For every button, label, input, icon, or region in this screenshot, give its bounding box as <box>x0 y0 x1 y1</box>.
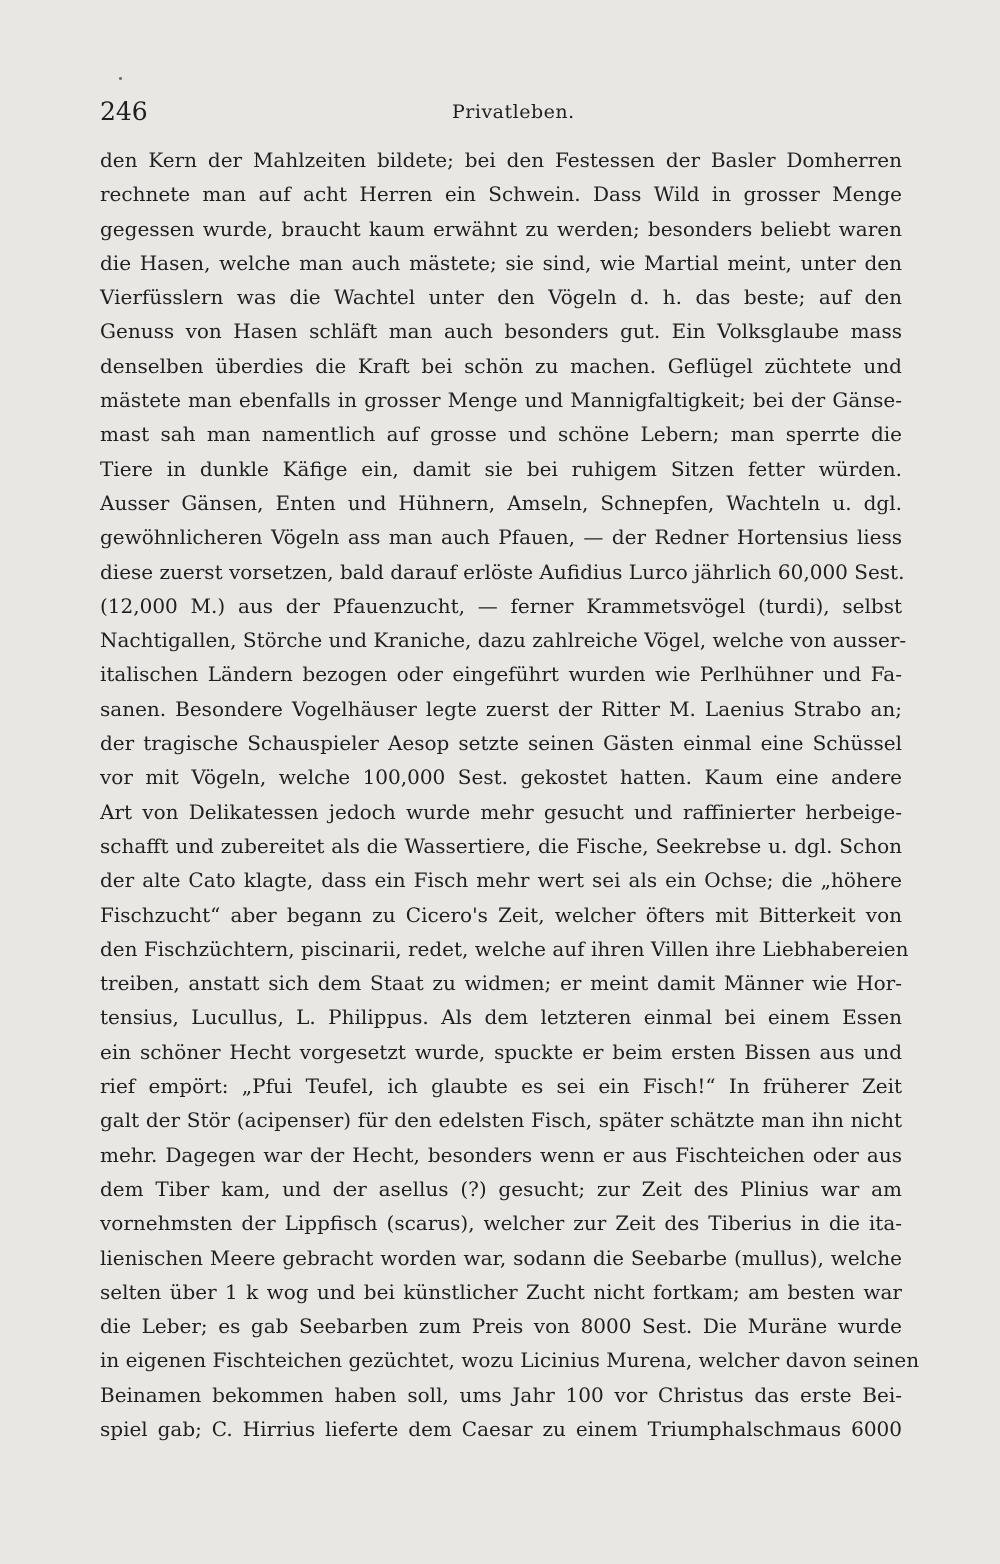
paper-speck <box>119 77 122 80</box>
text-line: Genuss von Hasen schläft man auch besonders gut. Ein Volksglaube mass <box>100 319 902 344</box>
text-line: rechnete man auf acht Herren ein Schwein. Dass Wild in grosser Menge <box>100 182 902 207</box>
text-line: gegessen wurde, braucht kaum erwähnt zu werden; besonders beliebt waren <box>100 216 902 241</box>
text-line: den Kern der Mahlzeiten bildete; bei den Festessen der Basler Domherren <box>100 148 902 172</box>
body-text <box>100 143 920 1446</box>
text-line: Tiere in dunkle Käfige ein, damit sie bei ruhigem Sitzen fetter würden. <box>100 456 902 481</box>
text-line: vornehmsten der Lippfisch (scarus), welcher zur Zeit des Tiberius in die ita- <box>100 1211 902 1236</box>
text-line: schafft und zubereitet als die Wassertiere, die Fische, Seekrebse u. dgl. Schon <box>100 833 902 858</box>
text-line: der tragische Schauspieler Aesop setzte seinen Gästen einmal eine Schüssel <box>100 731 902 756</box>
text-line: sanen. Besondere Vogelhäuser legte zuerst der Ritter M. Laenius Strabo an; <box>100 696 902 721</box>
text-line: mehr. Dagegen war der Hecht, besonders wenn er aus Fischteichen oder aus <box>100 1142 902 1167</box>
text-line: ein schöner Hecht vorgesetzt wurde, spuckte er beim ersten Bissen aus und <box>100 1039 902 1064</box>
text-line: Beinamen bekommen haben soll, ums Jahr 100 vor Christus das erste Bei- <box>100 1382 902 1407</box>
text-line: (12,000 M.) aus der Pfauenzucht, — ferner Krammetsvögel (turdi), selbst <box>100 593 902 618</box>
text-line: mästete man ebenfalls in grosser Menge und Mannigfaltigkeit; bei der Gänse- <box>100 388 902 413</box>
text-line: italischen Ländern bezogen oder eingeführt wurden wie Perlhühner und Fa- <box>100 662 902 687</box>
text-line: treiben, anstatt sich dem Staat zu widmen; er meint damit Männer wie Hor- <box>100 971 902 996</box>
text-line: Art von Delikatessen jedoch wurde mehr gesucht und raffinierter herbeige- <box>100 799 902 824</box>
text-line: diese zuerst vorsetzen, bald darauf erlöste Aufidius Lurco jährlich 60,000 Sest. <box>100 559 905 584</box>
running-title: Privatleben. <box>452 101 575 123</box>
text-line: lienischen Meere gebracht worden war, sodann die Seebarbe (mullus), welche <box>100 1245 902 1270</box>
text-line: der alte Cato klagte, dass ein Fisch mehr wert sei als ein Ochse; die „höhere <box>100 868 902 893</box>
text-line: in eigenen Fischteichen gezüchtet, wozu Licinius Murena, welcher davon seinen <box>100 1348 920 1373</box>
text-line: die Leber; es gab Seebarben zum Preis von 8000 Sest. Die Muräne wurde <box>100 1314 902 1339</box>
text-line: Nachtigallen, Störche und Kraniche, dazu zahlreiche Vögel, welche von ausser- <box>100 628 907 653</box>
running-head <box>100 92 902 132</box>
text-line: spiel gab; C. Hirrius lieferte dem Caesar zu einem Triumphalschmaus 6000 <box>100 1416 902 1441</box>
text-line: denselben überdies die Kraft bei schön zu machen. Geflügel züchtete und <box>100 353 902 378</box>
text-line: vor mit Vögeln, welche 100,000 Sest. gekostet hatten. Kaum eine andere <box>100 765 902 790</box>
text-line: tensius, Lucullus, L. Philippus. Als dem letzteren einmal bei einem Essen <box>100 1005 902 1030</box>
text-line: den Fischzüchtern, piscinarii, redet, welche auf ihren Villen ihre Liebhabereien <box>100 936 909 961</box>
text-line: die Hasen, welche man auch mästete; sie sind, wie Martial meint, unter den <box>100 250 902 275</box>
text-line: gewöhnlicheren Vögeln ass man auch Pfauen, — der Redner Hortensius liess <box>100 525 902 550</box>
text-line: rief empört: „Pfui Teufel, ich glaubte es sei ein Fisch!“ In früherer Zeit <box>100 1074 902 1099</box>
text-line: Fischzucht“ aber begann zu Cicero's Zeit, welcher öfters mit Bitterkeit von <box>100 902 902 927</box>
text-line: Ausser Gänsen, Enten und Hühnern, Amseln, Schnepfen, Wachteln u. dgl. <box>100 490 902 515</box>
text-line: selten über 1 k wog und bei künstlicher Zucht nicht fortkam; am besten war <box>100 1279 902 1304</box>
text-line: dem Tiber kam, und der asellus (?) gesucht; zur Zeit des Plinius war am <box>100 1176 902 1201</box>
text-line: mast sah man namentlich auf grosse und schöne Lebern; man sperrte die <box>100 422 902 447</box>
text-line: galt der Stör (acipenser) für den edelsten Fisch, später schätzte man ihn nicht <box>100 1108 902 1133</box>
text-line: Vierfüsslern was die Wachtel unter den Vögeln d. h. das beste; auf den <box>100 285 902 310</box>
page-number: 246 <box>100 97 148 126</box>
